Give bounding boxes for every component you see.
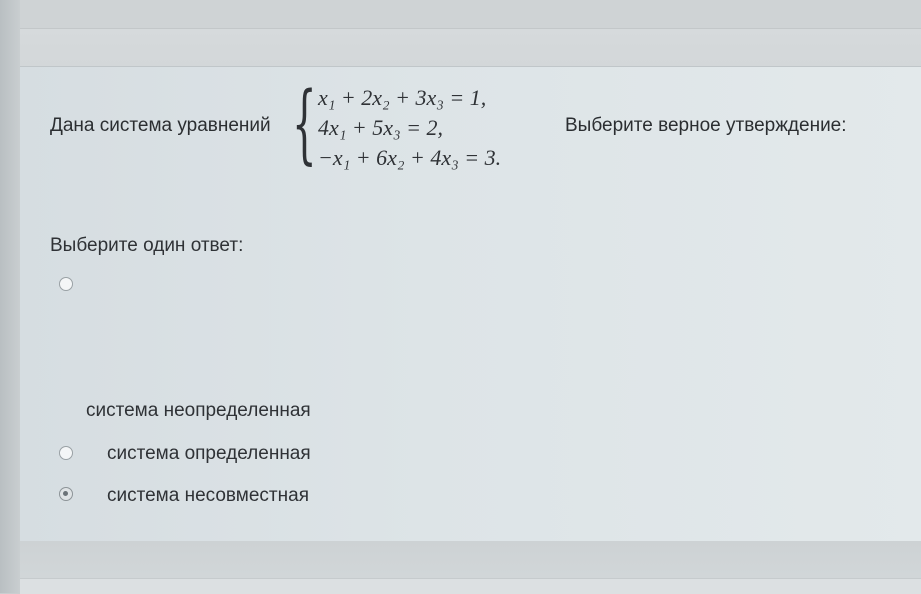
header-bar: [20, 0, 921, 29]
question-text-prefix: Дана система уравнений: [50, 115, 271, 136]
equation-system: [292, 74, 562, 174]
left-edge: [0, 0, 20, 593]
next-card-edge: [20, 578, 921, 594]
option-radio-4[interactable]: [59, 487, 73, 501]
option-radio-3[interactable]: [59, 446, 73, 460]
equation-3: −x₁ + 6x₂ + 4x₃ = 3.: [318, 145, 502, 170]
option-label-3[interactable]: система определенная: [107, 443, 311, 464]
equation-1: x₁ + 2x₂ + 3x₃ = 1,: [318, 85, 487, 110]
option-label-2[interactable]: система неопределенная: [86, 400, 311, 421]
header-strip: [20, 0, 921, 66]
equation-2: 4x₁ + 5x₃ = 2,: [318, 115, 444, 140]
question-card: [20, 66, 921, 542]
option-radio-1[interactable]: [59, 277, 73, 291]
answer-prompt: Выберите один ответ:: [50, 235, 244, 256]
system-brace: {: [292, 74, 317, 174]
question-text-suffix: Выберите верное утверждение:: [565, 115, 847, 136]
option-label-4[interactable]: система несовместная: [107, 485, 309, 506]
